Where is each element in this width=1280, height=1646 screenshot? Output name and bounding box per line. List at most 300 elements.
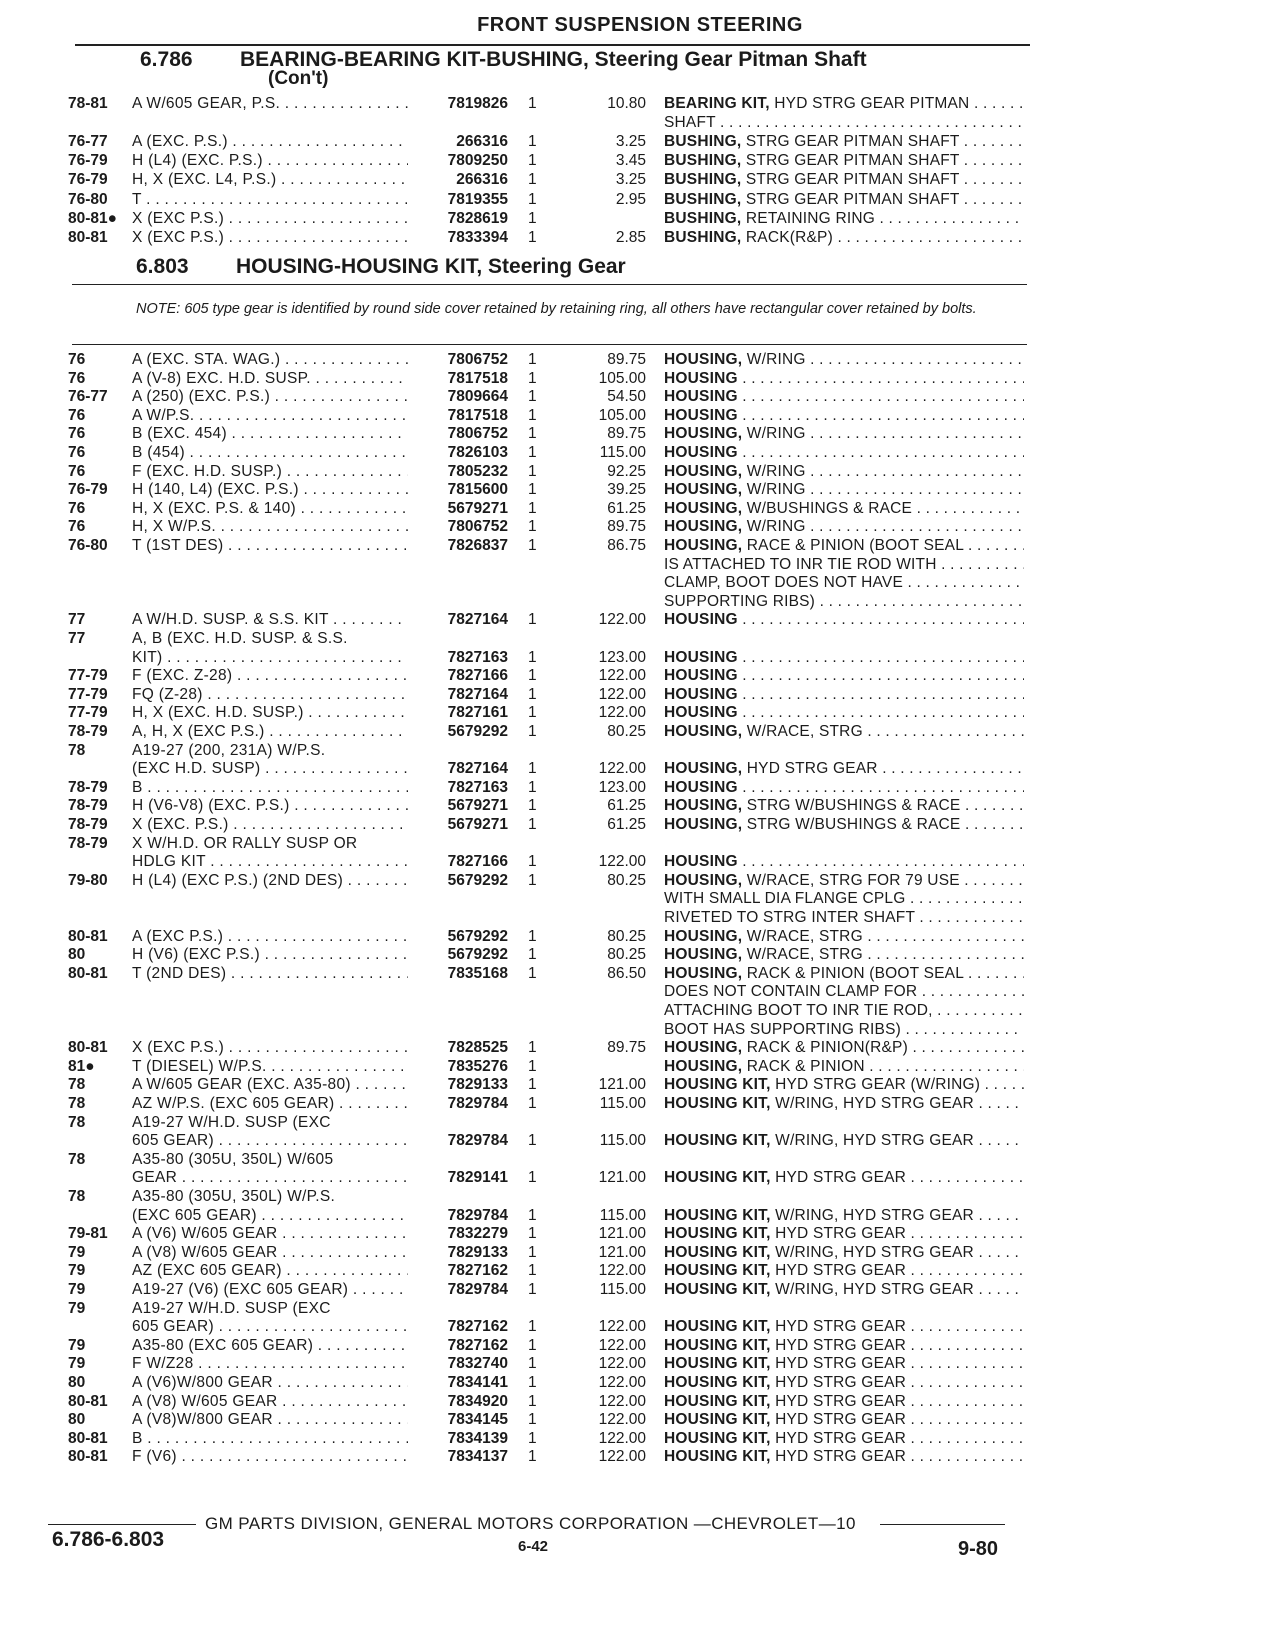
part-number-cell: 5679271 bbox=[447, 797, 508, 815]
quantity-cell: 1 bbox=[528, 704, 537, 722]
price-cell: 122.00 bbox=[598, 1374, 646, 1391]
application-cell: T (2ND DES) . . . bbox=[132, 964, 408, 983]
year-cell: 80 bbox=[68, 1374, 86, 1391]
description-cell bbox=[664, 350, 1024, 369]
application-cell: H, X (EXC. H.D. SUSP.) . . . bbox=[132, 703, 408, 722]
part-number-cell: 7832279 bbox=[447, 1225, 508, 1243]
year-cell: 76 bbox=[68, 518, 86, 536]
description-detail: STRG W/BUSHINGS & RACE bbox=[742, 816, 961, 833]
year-cell: 78-81 bbox=[68, 95, 108, 112]
table-row bbox=[0, 908, 1280, 927]
table-row bbox=[0, 499, 1280, 518]
part-number-cell: 7827161 bbox=[447, 704, 508, 722]
description-keyword: HOUSING, bbox=[664, 964, 743, 982]
description-keyword: HOUSING KIT, bbox=[664, 1225, 771, 1243]
year-cell: 77-79 bbox=[68, 667, 108, 685]
description-detail: SHAFT bbox=[664, 114, 716, 132]
description-keyword: HOUSING, bbox=[664, 1057, 743, 1075]
application-cell: A19-27 (200, 231A) W/P.S. bbox=[132, 741, 326, 759]
description-detail: RACK & PINION (BOOT SEAL bbox=[742, 964, 964, 982]
part-number-cell: 7805232 bbox=[447, 462, 508, 480]
year-cell: 80 bbox=[68, 946, 86, 964]
description-detail: CLAMP, BOOT DOES NOT HAVE bbox=[664, 574, 903, 592]
description-detail: RIVETED TO STRG INTER SHAFT bbox=[664, 909, 915, 926]
quantity-cell: 1 bbox=[528, 760, 537, 778]
table-row bbox=[0, 94, 1280, 113]
description-keyword: HOUSING bbox=[664, 611, 738, 629]
table-row bbox=[0, 1447, 1280, 1466]
year-cell: 78 bbox=[68, 741, 86, 759]
application-cell: T (1ST DES) . . . bbox=[132, 536, 408, 555]
footer-rule-left bbox=[48, 1524, 196, 1525]
application-cell: A, H, X (EXC P.S.) . . . bbox=[132, 722, 408, 741]
description-keyword: HOUSING, bbox=[664, 351, 743, 368]
application-cell: X (EXC P.S.) . . . bbox=[132, 209, 408, 228]
part-number-cell: 7828525 bbox=[447, 1039, 508, 1057]
part-number-cell: 266316 bbox=[456, 133, 508, 151]
table-row bbox=[0, 852, 1280, 871]
application-cell: A (V8) W/605 GEAR . . . bbox=[132, 1392, 408, 1411]
table-row bbox=[0, 1187, 1280, 1206]
year-cell: 79 bbox=[68, 1243, 86, 1261]
quantity-cell: 1 bbox=[528, 964, 537, 982]
quantity-cell: 1 bbox=[528, 1411, 537, 1429]
table-row bbox=[0, 1094, 1280, 1113]
part-number-cell: 7829784 bbox=[447, 1132, 508, 1150]
description-cell bbox=[664, 1038, 1024, 1057]
price-cell: 122.00 bbox=[598, 1392, 646, 1410]
application-cell: (EXC H.D. SUSP) . . . bbox=[132, 759, 408, 778]
description-cell bbox=[664, 703, 1024, 722]
table-row bbox=[0, 1057, 1280, 1076]
note-rule bbox=[72, 344, 1027, 345]
application-cell: FQ (Z-28) . . . bbox=[132, 685, 408, 704]
application-cell: H, X (EXC. L4, P.S.) . . . bbox=[132, 170, 408, 189]
description-detail: W/RING, HYD STRG GEAR bbox=[770, 1243, 974, 1261]
table-row bbox=[0, 132, 1280, 151]
application-cell: 605 GEAR) . . . bbox=[132, 1317, 408, 1336]
application-cell: GEAR . . . bbox=[132, 1168, 408, 1187]
year-cell: 78 bbox=[68, 1150, 86, 1168]
table-row bbox=[0, 170, 1280, 189]
quantity-cell: 1 bbox=[528, 351, 537, 368]
part-number-cell: 7827163 bbox=[447, 778, 508, 796]
table-row bbox=[0, 703, 1280, 722]
application-cell: A W/605 GEAR, P.S. . . . bbox=[132, 94, 408, 113]
table-row bbox=[0, 1131, 1280, 1150]
description-cell bbox=[664, 1168, 1024, 1187]
table-row bbox=[0, 387, 1280, 406]
quantity-cell: 1 bbox=[528, 537, 537, 554]
page-number: 6-42 bbox=[518, 1538, 549, 1555]
application-cell: 605 GEAR) . . . bbox=[132, 1131, 408, 1150]
year-cell: 77-79 bbox=[68, 685, 108, 703]
application-cell: (EXC 605 GEAR) . . . bbox=[132, 1206, 408, 1225]
year-cell: 78 bbox=[68, 1188, 86, 1205]
application-cell: F W/Z28 . . . bbox=[132, 1354, 408, 1373]
year-cell: 79 bbox=[68, 1336, 86, 1354]
table-row bbox=[0, 982, 1280, 1001]
quantity-cell: 1 bbox=[528, 1057, 537, 1075]
year-cell: 76 bbox=[68, 369, 86, 387]
description-cell bbox=[664, 1261, 1024, 1280]
year-cell: 81● bbox=[68, 1057, 95, 1075]
description-cell bbox=[664, 151, 1024, 170]
year-cell: 79 bbox=[68, 1281, 86, 1298]
year-cell: 78-79 bbox=[68, 834, 108, 852]
year-cell: 77-79 bbox=[68, 704, 108, 722]
description-cell bbox=[664, 927, 1024, 946]
part-number-cell: 5679271 bbox=[447, 816, 508, 833]
description-keyword: HOUSING bbox=[664, 388, 738, 406]
application-cell: A (V-8) EXC. H.D. SUSP. . . . bbox=[132, 369, 408, 388]
application-cell: HDLG KIT . . . bbox=[132, 852, 408, 871]
description-detail: HYD STRG GEAR bbox=[770, 1411, 907, 1429]
description-detail: W/RING, HYD STRG GEAR bbox=[770, 1206, 974, 1224]
description-detail: W/RING bbox=[742, 425, 806, 443]
quantity-cell: 1 bbox=[528, 1095, 537, 1112]
price-cell: 92.25 bbox=[607, 462, 646, 480]
price-cell: 122.00 bbox=[598, 1448, 646, 1466]
description-detail: HYD STRG GEAR bbox=[770, 1225, 907, 1243]
part-number-cell: 266316 bbox=[456, 171, 508, 189]
quantity-cell: 1 bbox=[528, 369, 537, 387]
description-cell bbox=[664, 1392, 1024, 1411]
description-cell bbox=[664, 778, 1024, 797]
part-number-cell: 5679292 bbox=[447, 871, 508, 889]
price-cell: 80.25 bbox=[607, 723, 646, 740]
table-row bbox=[0, 1354, 1280, 1373]
description-keyword: HOUSING KIT, bbox=[664, 1429, 771, 1447]
table-row bbox=[0, 443, 1280, 462]
description-detail: WITH SMALL DIA FLANGE CPLG bbox=[664, 890, 906, 908]
year-cell: 76-77 bbox=[68, 388, 108, 406]
description-cell bbox=[664, 1094, 1024, 1113]
description-keyword: HOUSING bbox=[664, 685, 738, 703]
application-cell: A W/P.S. . . . bbox=[132, 406, 408, 425]
description-cell bbox=[664, 228, 1024, 247]
price-cell: 115.00 bbox=[599, 1095, 646, 1112]
quantity-cell: 1 bbox=[528, 1429, 537, 1447]
description-cell bbox=[664, 387, 1024, 406]
description-detail bbox=[738, 779, 743, 796]
part-number-cell: 7829133 bbox=[447, 1243, 508, 1261]
table-row bbox=[0, 517, 1280, 536]
part-number-cell: 7834145 bbox=[447, 1411, 508, 1429]
application-cell: A (V6)W/800 GEAR . . . bbox=[132, 1373, 408, 1392]
table-row bbox=[0, 741, 1280, 760]
description-detail: HYD STRG GEAR bbox=[770, 1448, 907, 1466]
price-cell: 122.00 bbox=[598, 611, 646, 629]
application-cell: H (L4) (EXC. P.S.) . . . bbox=[132, 151, 408, 170]
price-cell: 86.75 bbox=[607, 537, 646, 554]
year-cell: 76-77 bbox=[68, 133, 108, 151]
part-number-cell: 7809250 bbox=[447, 152, 508, 170]
quantity-cell: 1 bbox=[528, 816, 537, 833]
part-number-cell: 7827162 bbox=[447, 1336, 508, 1354]
quantity-cell: 1 bbox=[528, 425, 537, 443]
quantity-cell: 1 bbox=[528, 946, 537, 964]
year-cell: 78-79 bbox=[68, 778, 108, 796]
quantity-cell: 1 bbox=[528, 462, 537, 480]
description-cell bbox=[664, 1020, 1024, 1039]
description-keyword: HOUSING, bbox=[664, 723, 743, 740]
application-cell: B (454) . . . bbox=[132, 443, 408, 462]
description-cell bbox=[664, 945, 1024, 964]
part-number-cell: 7835276 bbox=[447, 1057, 508, 1075]
price-cell: 10.80 bbox=[607, 95, 646, 112]
part-number-cell: 7835168 bbox=[447, 964, 508, 982]
description-detail: W/RING, HYD STRG GEAR bbox=[770, 1095, 974, 1112]
price-cell: 115.00 bbox=[599, 1132, 646, 1150]
application-cell: H (V6-V8) (EXC. P.S.) . . . bbox=[132, 796, 408, 815]
application-cell: A (V8)W/800 GEAR . . . bbox=[132, 1410, 408, 1429]
description-cell bbox=[664, 610, 1024, 629]
description-detail: W/RACE, STRG bbox=[742, 927, 863, 945]
part-number-cell: 7829784 bbox=[447, 1095, 508, 1112]
table-row bbox=[0, 228, 1280, 247]
description-detail: RACK(R&P) bbox=[741, 228, 833, 246]
year-cell: 76-80 bbox=[68, 190, 108, 208]
application-cell: F (V6) . . . bbox=[132, 1447, 408, 1466]
price-cell: 61.25 bbox=[607, 816, 646, 833]
year-cell: 78 bbox=[68, 1095, 86, 1112]
year-cell: 78-79 bbox=[68, 723, 108, 740]
description-cell bbox=[664, 1243, 1024, 1262]
quantity-cell: 1 bbox=[528, 853, 537, 871]
quantity-cell: 1 bbox=[528, 667, 537, 685]
price-cell: 105.00 bbox=[598, 406, 646, 424]
description-cell bbox=[664, 424, 1024, 443]
price-cell: 3.25 bbox=[615, 171, 646, 189]
application-cell: AZ (EXC 605 GEAR) . . . bbox=[132, 1261, 408, 1280]
price-cell: 122.00 bbox=[598, 853, 646, 871]
description-detail: BOOT HAS SUPPORTING RIBS) bbox=[664, 1020, 901, 1038]
table-row bbox=[0, 759, 1280, 778]
description-keyword: HOUSING bbox=[664, 444, 738, 461]
price-cell: 80.25 bbox=[607, 946, 646, 964]
price-cell: 122.00 bbox=[598, 1429, 646, 1447]
description-cell bbox=[664, 573, 1024, 592]
description-cell bbox=[664, 1280, 1024, 1299]
description-detail: STRG GEAR PITMAN SHAFT bbox=[741, 133, 960, 151]
description-keyword: HOUSING, bbox=[664, 537, 743, 554]
table-row bbox=[0, 964, 1280, 983]
application-cell: T . . . bbox=[132, 190, 408, 209]
description-cell bbox=[664, 536, 1024, 555]
table-row bbox=[0, 113, 1280, 132]
year-cell: 76-80 bbox=[68, 537, 108, 554]
year-cell: 80 bbox=[68, 1411, 86, 1429]
application-cell: A (V6) W/605 GEAR . . . bbox=[132, 1224, 408, 1243]
year-cell: 76 bbox=[68, 425, 86, 443]
quantity-cell: 1 bbox=[528, 1039, 537, 1057]
description-cell bbox=[664, 796, 1024, 815]
description-keyword: HOUSING KIT, bbox=[664, 1076, 771, 1094]
description-detail bbox=[738, 611, 743, 628]
description-detail: W/RING bbox=[742, 462, 806, 480]
description-detail: HYD STRG GEAR bbox=[742, 760, 878, 778]
table-row bbox=[0, 1168, 1280, 1187]
section-number: 6.803 bbox=[136, 255, 189, 278]
description-keyword: HOUSING KIT, bbox=[664, 1169, 771, 1187]
application-cell: H (140, L4) (EXC. P.S.) . . . bbox=[132, 480, 408, 499]
table-row bbox=[0, 648, 1280, 667]
application-cell: X (EXC P.S.) . . . bbox=[132, 1038, 408, 1057]
price-cell: 80.25 bbox=[607, 871, 646, 889]
table-row bbox=[0, 209, 1280, 228]
price-cell: 123.00 bbox=[598, 648, 646, 666]
description-keyword: HOUSING bbox=[664, 369, 738, 387]
description-detail: W/RACE, STRG bbox=[742, 946, 863, 964]
description-cell bbox=[664, 499, 1024, 518]
year-cell: 76 bbox=[68, 444, 86, 461]
continued-label: (Con't) bbox=[268, 68, 329, 89]
description-cell bbox=[664, 1057, 1024, 1076]
application-cell: A W/H.D. SUSP. & S.S. KIT . . . bbox=[132, 610, 408, 629]
quantity-cell: 1 bbox=[528, 481, 537, 499]
description-keyword: HOUSING, bbox=[664, 499, 743, 517]
part-number-cell: 7809664 bbox=[447, 388, 508, 406]
application-cell: A19-27 W/H.D. SUSP (EXC bbox=[132, 1113, 331, 1131]
description-keyword: HOUSING KIT, bbox=[664, 1132, 771, 1150]
price-cell: 80.25 bbox=[607, 927, 646, 945]
description-detail bbox=[738, 370, 743, 387]
year-cell: 80-81 bbox=[68, 1448, 108, 1466]
quantity-cell: 1 bbox=[528, 388, 537, 406]
quantity-cell: 1 bbox=[528, 927, 537, 945]
section-title: BEARING-BEARING KIT-BUSHING, Steering Gear Pitman Shaft bbox=[240, 48, 867, 71]
publisher-line: GM PARTS DIVISION, GENERAL MOTORS CORPORATION —CHEVROLET—10 bbox=[205, 1514, 856, 1533]
quantity-cell: 1 bbox=[528, 1076, 537, 1094]
year-cell: 76-79 bbox=[68, 481, 108, 499]
part-number-cell: 5679271 bbox=[447, 499, 508, 517]
table-row bbox=[0, 1075, 1280, 1094]
price-cell: 122.00 bbox=[598, 1318, 646, 1336]
description-detail: HYD STRG GEAR bbox=[770, 1169, 907, 1187]
section-number: 6.786 bbox=[140, 48, 193, 71]
description-keyword: BUSHING, bbox=[664, 228, 742, 246]
part-number-cell: 7829141 bbox=[447, 1169, 508, 1187]
part-number-cell: 7834141 bbox=[447, 1374, 508, 1391]
description-keyword: BUSHING, bbox=[664, 190, 742, 208]
quantity-cell: 1 bbox=[528, 1225, 537, 1243]
table-row bbox=[0, 1429, 1280, 1448]
application-cell: X (EXC P.S.) . . . bbox=[132, 228, 408, 247]
table-row bbox=[0, 871, 1280, 890]
description-keyword: HOUSING, bbox=[664, 816, 743, 833]
price-cell: 122.00 bbox=[598, 760, 646, 778]
quantity-cell: 1 bbox=[528, 611, 537, 629]
quantity-cell: 1 bbox=[528, 95, 537, 112]
description-keyword: HOUSING KIT, bbox=[664, 1206, 771, 1224]
application-cell: A (V8) W/605 GEAR . . . bbox=[132, 1243, 408, 1262]
application-cell: H, X W/P.S. . . . bbox=[132, 517, 408, 536]
quantity-cell: 1 bbox=[528, 444, 537, 461]
footer-rule-right bbox=[880, 1524, 1005, 1525]
part-number-cell: 7827164 bbox=[447, 611, 508, 629]
application-cell: A19-27 W/H.D. SUSP (EXC bbox=[132, 1299, 331, 1317]
description-keyword: HOUSING, bbox=[664, 760, 743, 778]
table-row bbox=[0, 462, 1280, 481]
description-cell bbox=[664, 190, 1024, 209]
description-detail: ATTACHING BOOT TO INR TIE ROD, bbox=[664, 1002, 933, 1019]
description-detail: W/RING bbox=[742, 351, 806, 368]
price-cell: 123.00 bbox=[598, 778, 646, 796]
description-cell bbox=[664, 666, 1024, 685]
quantity-cell: 1 bbox=[528, 1448, 537, 1466]
description-detail: W/RING, HYD STRG GEAR bbox=[770, 1281, 974, 1298]
quantity-cell: 1 bbox=[528, 871, 537, 889]
application-cell: A, B (EXC. H.D. SUSP. & S.S. bbox=[132, 630, 348, 647]
description-detail: HYD STRG GEAR bbox=[770, 1318, 907, 1336]
description-keyword: HOUSING KIT, bbox=[664, 1374, 771, 1391]
description-keyword: HOUSING KIT, bbox=[664, 1095, 771, 1112]
table-row bbox=[0, 1317, 1280, 1336]
year-cell: 78-79 bbox=[68, 797, 108, 815]
quantity-cell: 1 bbox=[528, 1243, 537, 1261]
description-detail: RETAINING RING bbox=[741, 209, 875, 227]
application-cell: A35-80 (305U, 350L) W/605 bbox=[132, 1150, 334, 1168]
description-detail bbox=[738, 407, 743, 424]
price-cell: 122.00 bbox=[598, 1355, 646, 1373]
description-cell bbox=[664, 462, 1024, 481]
price-cell: 121.00 bbox=[598, 1169, 646, 1187]
table-row bbox=[0, 480, 1280, 499]
description-keyword: HOUSING KIT, bbox=[664, 1355, 771, 1373]
price-cell: 122.00 bbox=[598, 1336, 646, 1354]
application-cell: A (250) (EXC. P.S.) . . . bbox=[132, 387, 408, 406]
quantity-cell: 1 bbox=[528, 171, 537, 189]
description-keyword: HOUSING, bbox=[664, 481, 743, 499]
table-row bbox=[0, 406, 1280, 425]
part-number-cell: 7834920 bbox=[447, 1392, 508, 1410]
description-keyword: HOUSING KIT, bbox=[664, 1281, 771, 1298]
part-number-cell: 7834139 bbox=[447, 1429, 508, 1447]
part-number-cell: 7827163 bbox=[447, 648, 508, 666]
description-cell bbox=[664, 982, 1024, 1001]
description-keyword: BUSHING, bbox=[664, 152, 742, 170]
description-detail: HYD STRG GEAR bbox=[770, 1336, 907, 1354]
application-cell: B (EXC. 454) . . . bbox=[132, 424, 408, 443]
description-keyword: HOUSING, bbox=[664, 797, 743, 815]
description-cell bbox=[664, 964, 1024, 983]
part-number-cell: 7817518 bbox=[447, 369, 508, 387]
table-row bbox=[0, 945, 1280, 964]
description-keyword: HOUSING, bbox=[664, 1039, 743, 1057]
part-number-cell: 7806752 bbox=[447, 518, 508, 536]
table-row bbox=[0, 1038, 1280, 1057]
description-keyword: HOUSING KIT, bbox=[664, 1448, 771, 1466]
quantity-cell: 1 bbox=[528, 648, 537, 666]
quantity-cell: 1 bbox=[528, 1355, 537, 1373]
description-cell bbox=[664, 1131, 1024, 1150]
quantity-cell: 1 bbox=[528, 1132, 537, 1150]
table-row bbox=[0, 889, 1280, 908]
table-row bbox=[0, 424, 1280, 443]
price-cell: 121.00 bbox=[598, 1076, 646, 1094]
price-cell: 89.75 bbox=[607, 1039, 646, 1057]
description-cell bbox=[664, 852, 1024, 871]
quantity-cell: 1 bbox=[528, 133, 537, 151]
description-keyword: BUSHING, bbox=[664, 133, 742, 151]
description-keyword: HOUSING KIT, bbox=[664, 1318, 771, 1336]
part-number-cell: 7827166 bbox=[447, 853, 508, 871]
year-cell: 78 bbox=[68, 1076, 86, 1094]
table-row bbox=[0, 927, 1280, 946]
description-keyword: HOUSING KIT, bbox=[664, 1262, 771, 1280]
table-row bbox=[0, 555, 1280, 574]
